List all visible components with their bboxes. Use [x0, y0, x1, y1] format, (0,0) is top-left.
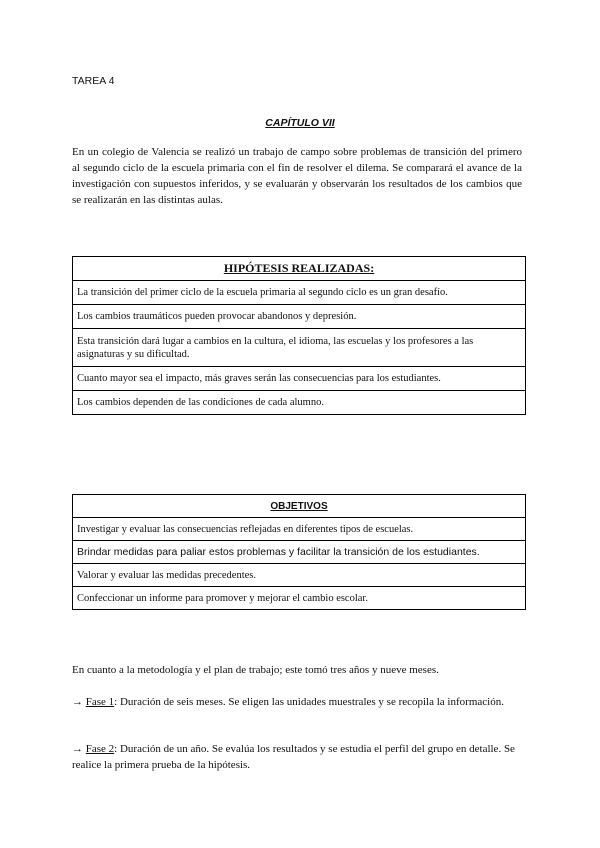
objective-item: Brindar medidas para paliar estos problemas y facilitar la transición de los estudiantes. — [73, 541, 526, 564]
phase-text: : Duración de seis meses. Se eligen las unidades muestrales y se recopila la información. — [114, 696, 504, 708]
phase-1 — [72, 694, 522, 710]
hypotheses-table — [72, 256, 526, 415]
phase-text: : Duración de un año. Se evalúa los resultados y se estudia el perfil del grupo en detalle. Se realice la primera prueba de la hipótesis. — [72, 743, 515, 771]
objectives-title: OBJETIVOS — [73, 495, 526, 518]
phase-label: Fase 1 — [85, 696, 115, 708]
hypotheses-title: HIPÓTESIS REALIZADAS: — [73, 257, 526, 281]
intro-paragraph: En un colegio de Valencia se realizó un trabajo de campo sobre problemas de transición del primero al segundo ciclo de la escuela primaria con el fin de resolver el dilema. Se comparará el avance de la investigación con supuestos inferidos, y se evaluarán y observarán los resultados de los cambios que se realizarán en las distintas aulas. — [72, 146, 522, 206]
objectives-table — [72, 494, 526, 610]
arrow-right-icon: → — [72, 743, 83, 755]
arrow-right-icon: → — [72, 696, 83, 708]
phase-label: Fase 2 — [85, 743, 115, 755]
hypothesis-item: Cuanto mayor sea el impacto, más graves serán las consecuencias para los estudiantes. — [73, 367, 526, 391]
phase-2 — [72, 741, 522, 773]
objective-item: Confeccionar un informe para promover y mejorar el cambio escolar. — [73, 587, 526, 610]
hypothesis-item: Los cambios dependen de las condiciones de cada alumno. — [73, 391, 526, 415]
hypothesis-item: Los cambios traumáticos pueden provocar abandonos y depresión. — [73, 305, 526, 329]
objective-item: Investigar y evaluar las consecuencias reflejadas en diferentes tipos de escuelas. — [73, 518, 526, 541]
chapter-title: CAPÍTULO VII — [265, 117, 335, 129]
hypothesis-item: La transición del primer ciclo de la escuela primaria al segundo ciclo es un gran desafío. — [73, 281, 526, 305]
methodology-intro: En cuanto a la metodología y el plan de trabajo; este tomó tres años y nueve meses. — [72, 664, 439, 676]
objective-item: Valorar y evaluar las medidas precedentes. — [73, 564, 526, 587]
task-label: TAREA 4 — [72, 75, 115, 87]
hypothesis-item: Esta transición dará lugar a cambios en la cultura, el idioma, las escuelas y los profesores a las asignaturas y su dificultad. — [73, 329, 526, 367]
